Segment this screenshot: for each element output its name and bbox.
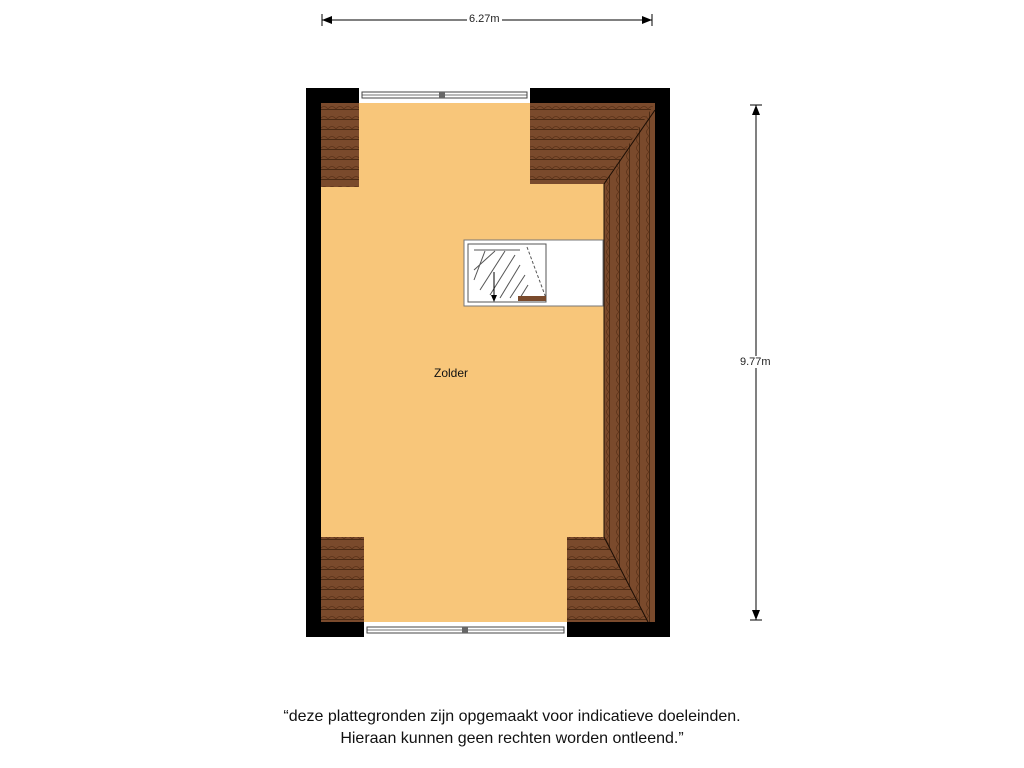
roof-tiles-top-left bbox=[321, 103, 359, 187]
roof-tiles-right-slope bbox=[604, 103, 655, 622]
width-dimension-label: 6.27m bbox=[469, 13, 500, 25]
room-label-zolder: Zolder bbox=[434, 366, 469, 380]
disclaimer-line-1: “deze plattegronden zijn opgemaakt voor indicatieve doeleinden. bbox=[283, 708, 741, 725]
roof-tiles-bottom-left bbox=[321, 537, 364, 622]
disclaimer bbox=[0, 706, 1024, 750]
window-bottom bbox=[364, 622, 567, 637]
staircase bbox=[464, 240, 603, 306]
disclaimer-line-2: Hieraan kunnen geen rechten worden ontleend.” bbox=[340, 730, 684, 747]
height-dimension-label: 9.77m bbox=[740, 356, 771, 368]
window-top bbox=[359, 88, 530, 103]
